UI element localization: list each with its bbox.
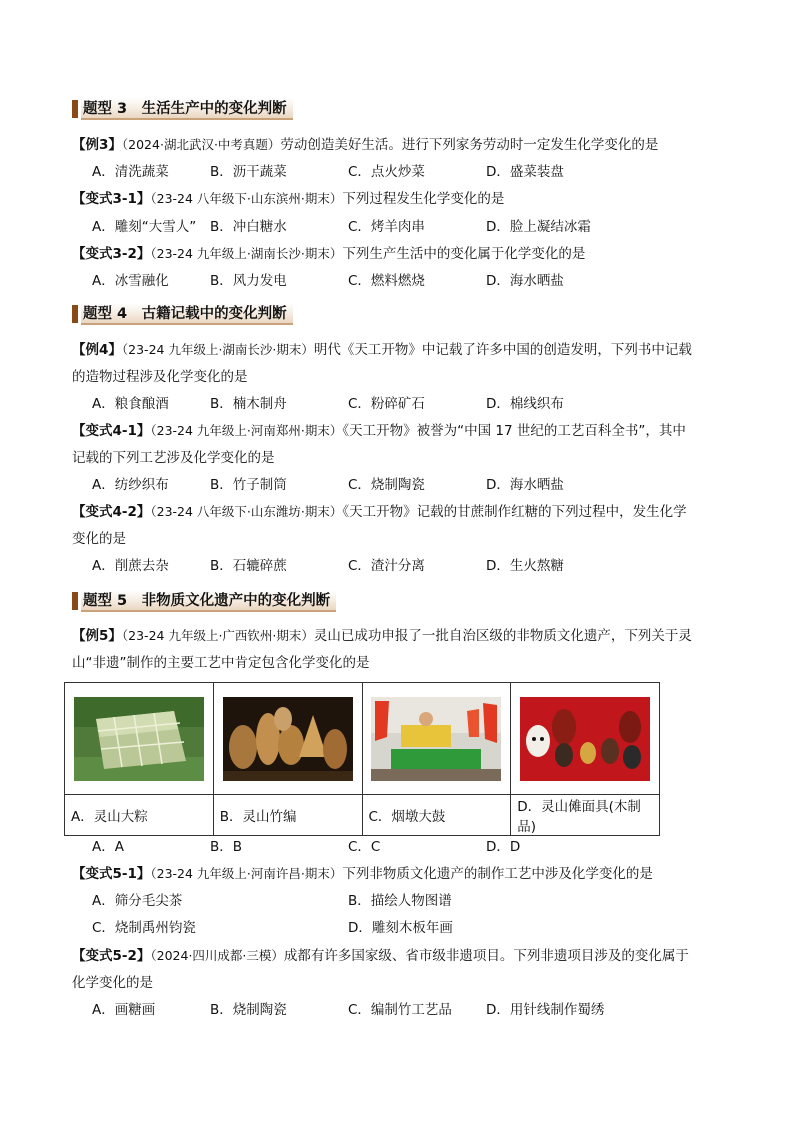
- image-cell-b: [213, 683, 362, 795]
- option-c[interactable]: C．烧制禹州钧瓷: [92, 920, 196, 936]
- option-d[interactable]: D．盛菜装盘: [486, 164, 564, 180]
- caption-b: B．灵山竹编: [213, 795, 362, 836]
- caption-c: C．烟墩大鼓: [362, 795, 511, 836]
- section-marker: [72, 305, 78, 323]
- option-b[interactable]: B．冲白糖水: [210, 219, 287, 235]
- option-b[interactable]: B．B: [210, 839, 243, 855]
- option-b[interactable]: B．描绘人物图谱: [348, 893, 452, 909]
- question-ex4: 【例4】（23-24 九年级上·湖南长沙·期末）明代《天工开物》中记载了许多中国的创造发明，下列书中记载: [72, 342, 692, 358]
- option-c[interactable]: C．烤羊肉串: [348, 219, 425, 235]
- image-cell-c: [362, 683, 511, 795]
- option-d[interactable]: D．生火熬糖: [486, 558, 564, 574]
- question-ex5: 【例5】（23-24 九年级上·广西钦州·期末）灵山已成功申报了一批自治区级的非物质文化遗产，下列关于灵: [72, 628, 692, 644]
- caption-d: D．灵山傩面具(木制品): [511, 795, 660, 836]
- option-b[interactable]: B．竹子制筒: [210, 477, 287, 493]
- option-c[interactable]: C．烧制陶瓷: [348, 477, 425, 493]
- option-a[interactable]: A．雕刻“大雪人”: [92, 219, 197, 235]
- option-b[interactable]: B．楠木制舟: [210, 396, 287, 412]
- option-c[interactable]: C．燃料燃烧: [348, 273, 425, 289]
- option-c[interactable]: C．编制竹工艺品: [348, 1002, 452, 1018]
- bamboo-weaving-image: [223, 697, 353, 781]
- option-d[interactable]: D．雕刻木板年画: [348, 920, 453, 936]
- option-a[interactable]: A．筛分毛尖茶: [92, 893, 183, 909]
- image-cell-d: [511, 683, 660, 795]
- option-a[interactable]: A．粮食酿酒: [92, 396, 169, 412]
- option-c[interactable]: C．粉碎矿石: [348, 396, 425, 412]
- question-var4-1-cont: 记载的下列工艺涉及化学变化的是: [72, 450, 275, 466]
- section-title-5: 题型 5 非物质文化遗产中的变化判断: [72, 590, 362, 612]
- option-d[interactable]: D．棉线织布: [486, 396, 564, 412]
- section-marker: [72, 592, 78, 610]
- question-var5-2: 【变式5-2】（2024·四川成都·三模）成都有许多国家级、省市级非遗项目。下列非遗项目涉及的变化属于: [72, 948, 689, 964]
- option-c[interactable]: C．C: [348, 839, 381, 855]
- question-var5-2-cont: 化学变化的是: [72, 975, 153, 991]
- caption-a: A．灵山大粽: [65, 795, 214, 836]
- image-options-table: [64, 682, 660, 836]
- question-ex4-cont: 的造物过程涉及化学变化的是: [72, 369, 248, 385]
- option-a[interactable]: A．纺纱织布: [92, 477, 169, 493]
- option-a[interactable]: A．画糖画: [92, 1002, 156, 1018]
- question-ex5-cont: 山“非遗”制作的主要工艺中肯定包含化学变化的是: [72, 655, 370, 671]
- question-var4-2-cont: 变化的是: [72, 531, 126, 547]
- option-d[interactable]: D．海水晒盐: [486, 273, 564, 289]
- option-c[interactable]: C．渣汁分离: [348, 558, 425, 574]
- option-d[interactable]: D．海水晒盐: [486, 477, 564, 493]
- zongzi-image: [74, 697, 204, 781]
- option-b[interactable]: B．烧制陶瓷: [210, 1002, 287, 1018]
- nuo-mask-image: [520, 697, 650, 781]
- question-ex3: 【例3】（2024·湖北武汉·中考真题）劳动创造美好生活。进行下列家务劳动时一定发生化学变化的是: [72, 137, 659, 153]
- option-b[interactable]: B．沥干蔬菜: [210, 164, 287, 180]
- option-a[interactable]: A．削蔗去杂: [92, 558, 169, 574]
- option-a[interactable]: A．冰雪融化: [92, 273, 169, 289]
- section-title-3: 题型 3 生活生产中的变化判断: [72, 98, 312, 120]
- section-marker: [72, 100, 78, 118]
- image-cell-a: [65, 683, 214, 795]
- option-d[interactable]: D．脸上凝结冰霜: [486, 219, 591, 235]
- option-d[interactable]: D．用针线制作蜀绣: [486, 1002, 605, 1018]
- section-title-4: 题型 4 古籍记载中的变化判断: [72, 303, 312, 325]
- option-c[interactable]: C．点火炒菜: [348, 164, 425, 180]
- option-d[interactable]: D．D: [486, 839, 521, 855]
- drum-performance-image: [371, 697, 501, 781]
- question-var3-2: 【变式3-2】（23-24 九年级上·湖南长沙·期末）下列生产生活中的变化属于化学变化的是: [72, 246, 586, 262]
- question-var4-1: 【变式4-1】（23-24 九年级上·河南郑州·期末）《天工开物》被誉为“中国 17 世纪的工艺百科全书”，其中: [72, 423, 686, 439]
- option-b[interactable]: B．风力发电: [210, 273, 287, 289]
- option-a[interactable]: A．A: [92, 839, 124, 855]
- option-a[interactable]: A．清洗蔬菜: [92, 164, 169, 180]
- question-var5-1: 【变式5-1】（23-24 九年级上·河南许昌·期末）下列非物质文化遗产的制作工艺中涉及化学变化的是: [72, 866, 653, 882]
- option-b[interactable]: B．石辘碎蔗: [210, 558, 287, 574]
- question-var3-1: 【变式3-1】（23-24 八年级下·山东滨州·期末）下列过程发生化学变化的是: [72, 191, 505, 207]
- question-var4-2: 【变式4-2】（23-24 八年级下·山东潍坊·期末）《天工开物》记载的甘蔗制作红糖的下列过程中，发生化学: [72, 504, 687, 520]
